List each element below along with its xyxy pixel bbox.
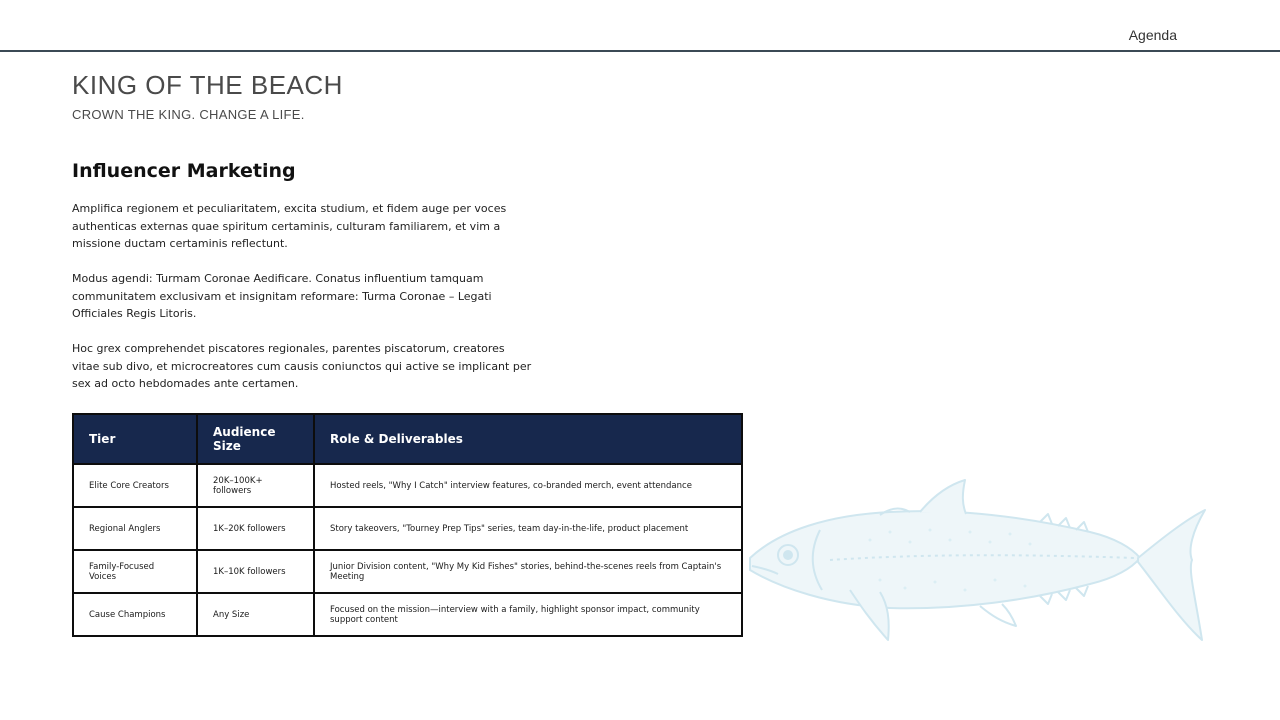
role-cell: Focused on the mission—interview with a family, highlight sponsor impact, community support content [314,593,742,636]
role-cell: Story takeovers, "Tourney Prep Tips" series, team day-in-the-life, product placement [314,507,742,550]
section-title: Influencer Marketing [72,160,296,182]
influencer-tier-table [72,413,743,637]
tier-cell: Family-Focused Voices [73,550,197,593]
body-paragraph: Modus agendi: Turmam Coronae Aedificare. Conatus influentium tamquam communitatem exclusivam et insignitam reformare: Turma Coronae – Legati Officiales Regis Litoris. [72,272,492,320]
tier-cell: Elite Core Creators [73,464,197,507]
tier-cell: Regional Anglers [73,507,197,550]
role-cell: Junior Division content, "Why My Kid Fishes" stories, behind-the-scenes reels from Captain's Meeting [314,550,742,593]
table-header-row [73,414,742,464]
header-role-deliverables: Role & Deliverables [314,414,742,464]
header-tier: Tier [73,414,197,464]
body-paragraph: Amplifica regionem et peculiaritatem, excita studium, et fidem auge per voces authenticas externas quae spiritum certaminis, culturam familiarem, et vim a missione ductam certaminis reflectunt. [72,202,507,250]
role-cell: Hosted reels, "Why I Catch" interview features, co-branded merch, event attendance [314,464,742,507]
top-bar [0,0,1280,52]
tier-cell: Cause Champions [73,593,197,636]
audience-cell: 1K–20K followers [197,507,314,550]
fish-illustration [740,470,1220,655]
brand-title: KING OF THE BEACH [72,70,343,100]
audience-cell: 1K–10K followers [197,550,314,593]
table-row [73,593,742,636]
agenda-link[interactable]: Agenda [1128,27,1177,43]
table-row [73,507,742,550]
header-audience-size: Audience Size [197,414,314,464]
audience-cell: Any Size [197,593,314,636]
audience-cell: 20K–100K+ followers [197,464,314,507]
table-row [73,464,742,507]
table-row [73,550,742,593]
brand-tagline: CROWN THE KING. CHANGE A LIFE. [72,107,305,122]
section-body [72,200,532,410]
body-paragraph: Hoc grex comprehendet piscatores regionales, parentes piscatorum, creatores vitae sub divo, et microcreatores cum causis coniunctos qui active se implicant per sex ad octo hebdomades ante certamen. [72,342,532,390]
